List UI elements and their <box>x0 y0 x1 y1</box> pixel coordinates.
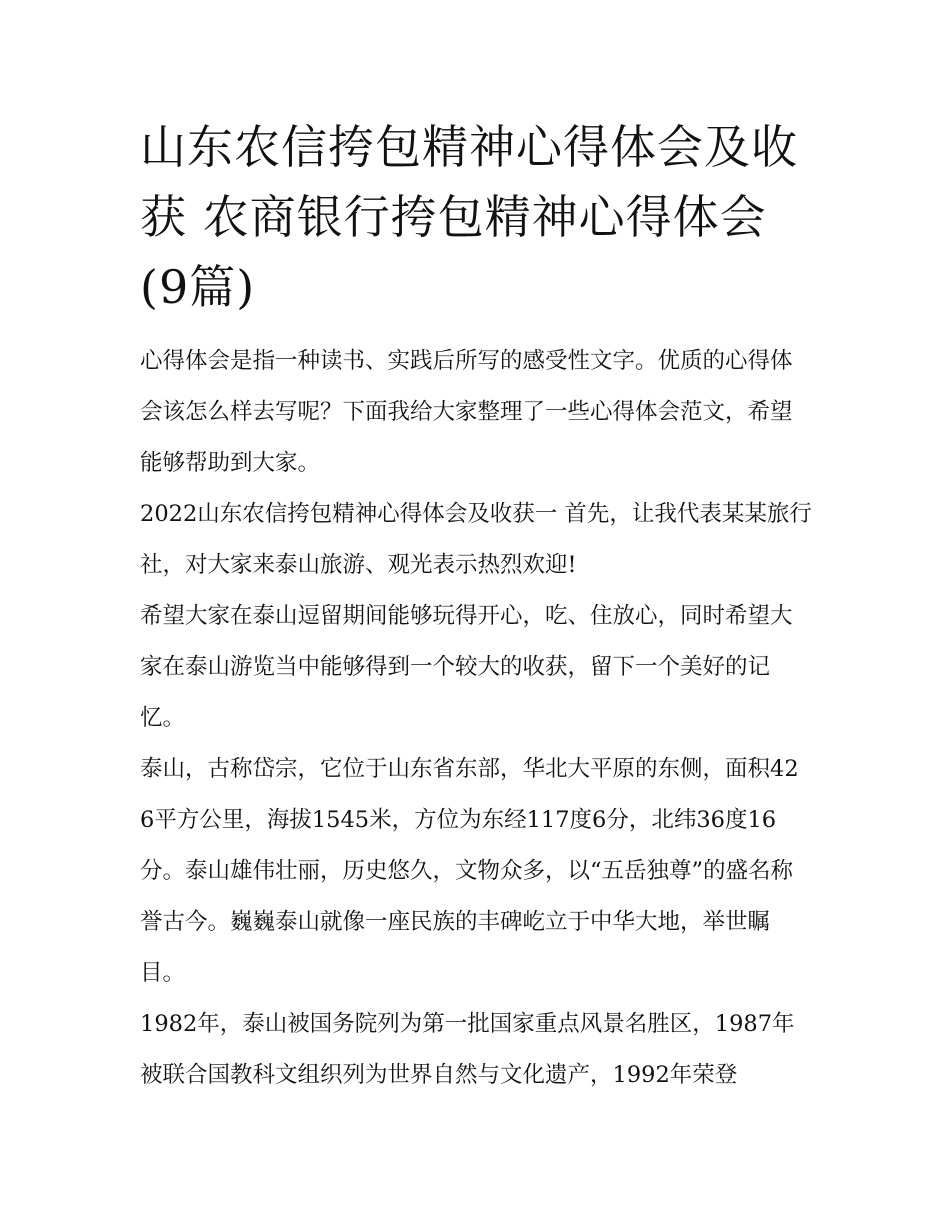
paragraph-welcome: 2022山东农信挎包精神心得体会及收获一 首先，让我代表某某旅行社，对大家来泰山旅游、观光表示热烈欢迎! <box>140 501 812 578</box>
document-title: 山东农信挎包精神心得体会及收获 农商银行挎包精神心得体会(9篇) <box>140 120 798 314</box>
document-body <box>140 112 812 1101</box>
paragraph-wishes: 希望大家在泰山逗留期间能够玩得开心，吃、住放心，同时希望大家在泰山游览当中能够得到一个较大的收获，留下一个美好的记忆。 <box>140 603 793 731</box>
paragraph-taishan-honors: 1982年，泰山被国务院列为第一批国家重点风景名胜区，1987年被联合国教科文组织列为世界自然与文化遗产，1992年荣登 <box>140 1011 795 1088</box>
paragraph-taishan-intro: 泰山，古称岱宗，它位于山东省东部，华北大平原的东侧，面积426平方公里，海拔1545米，方位为东经117度6分，北纬36度16分。泰山雄伟壮丽，历史悠久，文物众多，以“五岳独尊”的盛名称誉古今。巍巍泰山就像一座民族的丰碑屹立于中华大地，举世瞩目。 <box>140 756 799 986</box>
paragraph-intro: 心得体会是指一种读书、实践后所写的感受性文字。优质的心得体会该怎么样去写呢？下面我给大家整理了一些心得体会范文，希望能够帮助到大家。 <box>140 348 793 476</box>
